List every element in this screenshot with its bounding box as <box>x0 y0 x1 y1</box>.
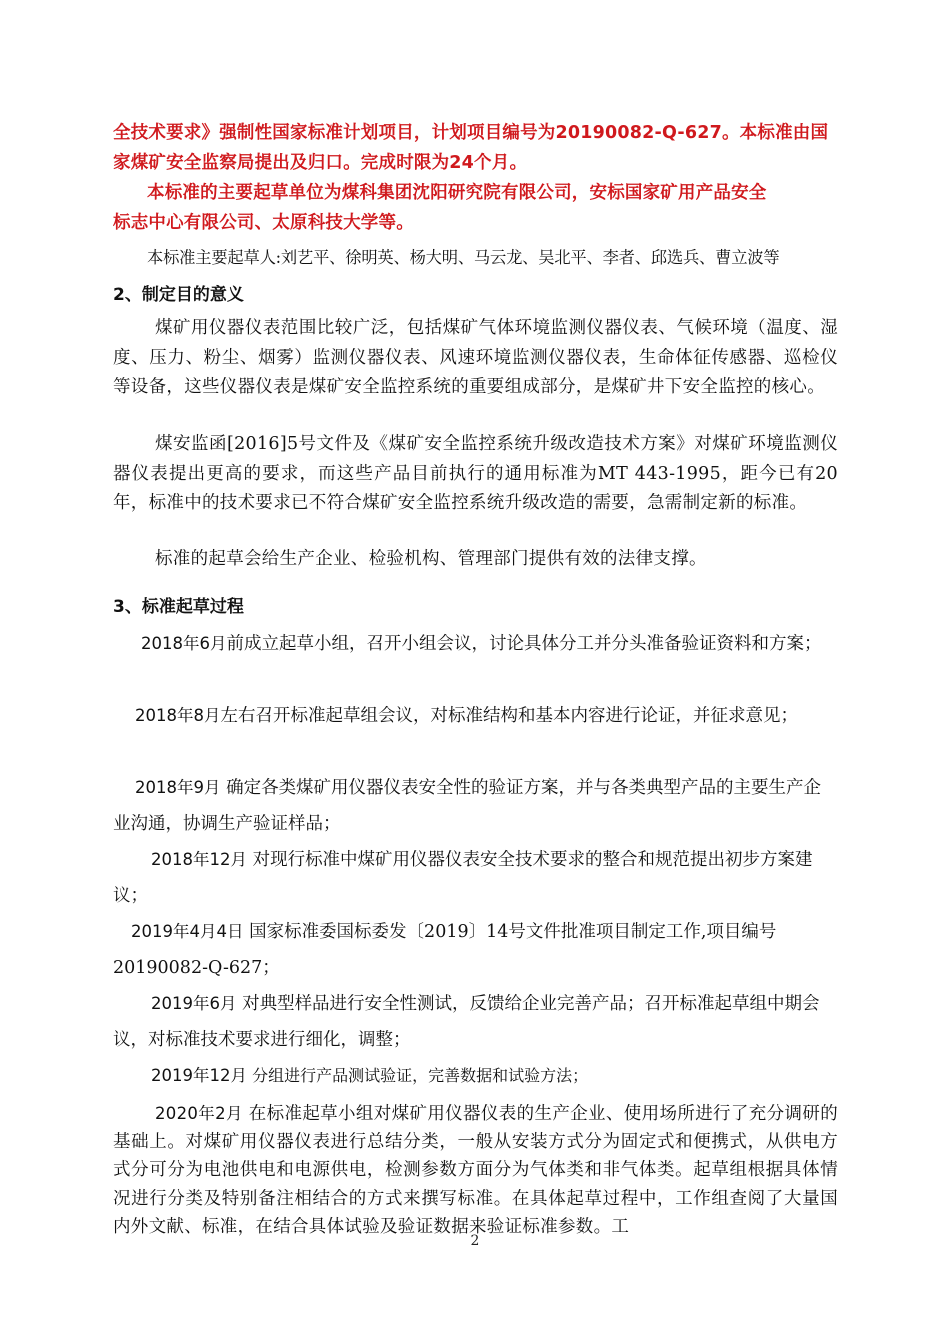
section-2-paragraph-1: 煤矿用仪器仪表范围比较广泛，包括煤矿气体环境监测仪器仪表、气候环境（温度、湿度、压力、粉尘、烟雾）监测仪器仪表、风速环境监测仪器仪表，生命体征传感器、巡检仪等设备，这些仪器仪表是煤矿安全监控系统的重要组成部分，是煤矿井下安全监控的核心。 <box>113 318 838 397</box>
process-date: 2020年2月 <box>155 1104 243 1123</box>
process-text: 确定各类煤矿用仪器仪表安全性的验证方案，并与各类典型产品的主要生产企业沟通，协调生产验证样品； <box>113 778 822 834</box>
process-item <box>113 626 838 662</box>
section-2-heading: 2、制定目的意义 <box>113 285 244 305</box>
process-item <box>113 986 838 1058</box>
process-date: 2018年6月 <box>141 634 227 653</box>
intro-red-line: 家煤矿安全监察局提出及归口。完成时限为24个月。 <box>113 153 528 173</box>
process-item <box>113 1058 838 1094</box>
process-item <box>113 770 838 842</box>
process-text: 对典型样品进行安全性测试，反馈给企业完善产品；召开标准起草组中期会议，对标准技术要求进行细化，调整； <box>113 994 820 1050</box>
process-text: 分组进行产品测试验证，完善数据和试验方法； <box>247 1066 589 1085</box>
process-date: 2018年9月 <box>135 778 221 797</box>
process-date: 2018年12月 <box>151 850 247 869</box>
process-date: 2019年6月 <box>151 994 237 1013</box>
process-item <box>113 914 838 986</box>
process-item-last <box>113 1100 838 1241</box>
process-item <box>113 698 838 734</box>
process-date: 2018年8月 <box>135 706 221 725</box>
page-number: 2 <box>470 1233 480 1249</box>
intro-red-line: 全技术要求》强制性国家标准计划项目，计划项目编号为20190082-Q-627。本标准由国 <box>113 123 829 143</box>
process-text: 左右召开标准起草组会议，对标准结构和基本内容进行论证，并征求意见； <box>220 706 798 726</box>
intro-red-paragraph-2 <box>113 178 838 238</box>
process-text: 对现行标准中煤矿用仪器仪表安全技术要求的整合和规范提出初步方案建议； <box>113 850 813 906</box>
process-date: 2019年4月4日 <box>131 922 244 941</box>
process-text: 在标准起草小组对煤矿用仪器仪表的生产企业、使用场所进行了充分调研的基础上。对煤矿用仪器仪表进行总结分类，一般从安装方式分为固定式和便携式，从供电方式分可分为电池供电和电源供电，检测参数方面分为气体类和非气体类。起草组根据具体情况进行分类及特别备注相结合的方式来撰写标准。在具体起草过程中，工作组查阅了大量国内外文献、标准，在结合具体试验及验证数据来验证标准参数。工 <box>113 1104 838 1237</box>
process-text: 前成立起草小组，召开小组会议，讨论具体分工并分头准备验证资料和方案； <box>226 634 822 654</box>
section-2-paragraph-2: 煤安监函[2016]5号文件及《煤矿安全监控系统升级改造技术方案》对煤矿环境监测仪器仪表提出更高的要求，而这些产品目前执行的通用标准为MT 443-1995，距今已有20年，标准中的技术要求已不符合煤矿安全监控系统升级改造的需要，急需制定新的标准。 <box>113 434 838 513</box>
process-date: 2019年12月 <box>151 1066 247 1085</box>
intro-red-line: 标志中心有限公司、太原科技大学等。 <box>113 213 414 233</box>
intro-red-line: 本标准的主要起草单位为煤科集团沈阳研究院有限公司，安标国家矿用产品安全 <box>147 183 767 203</box>
process-item <box>113 842 838 914</box>
drafters-line: 本标准主要起草人:刘艺平、徐明英、杨大明、马云龙、吴北平、李者、邱选兵、曹立波等 <box>147 248 780 267</box>
intro-red-paragraph-1 <box>113 118 838 178</box>
section-2-paragraph-3: 标准的起草会给生产企业、检验机构、管理部门提供有效的法律支撑。 <box>155 549 707 569</box>
section-3-heading: 3、标准起草过程 <box>113 597 244 617</box>
process-text: 国家标准委国标委发〔2019〕14号文件批准项目制定工作,项目编号20190082-Q-627； <box>113 922 777 978</box>
